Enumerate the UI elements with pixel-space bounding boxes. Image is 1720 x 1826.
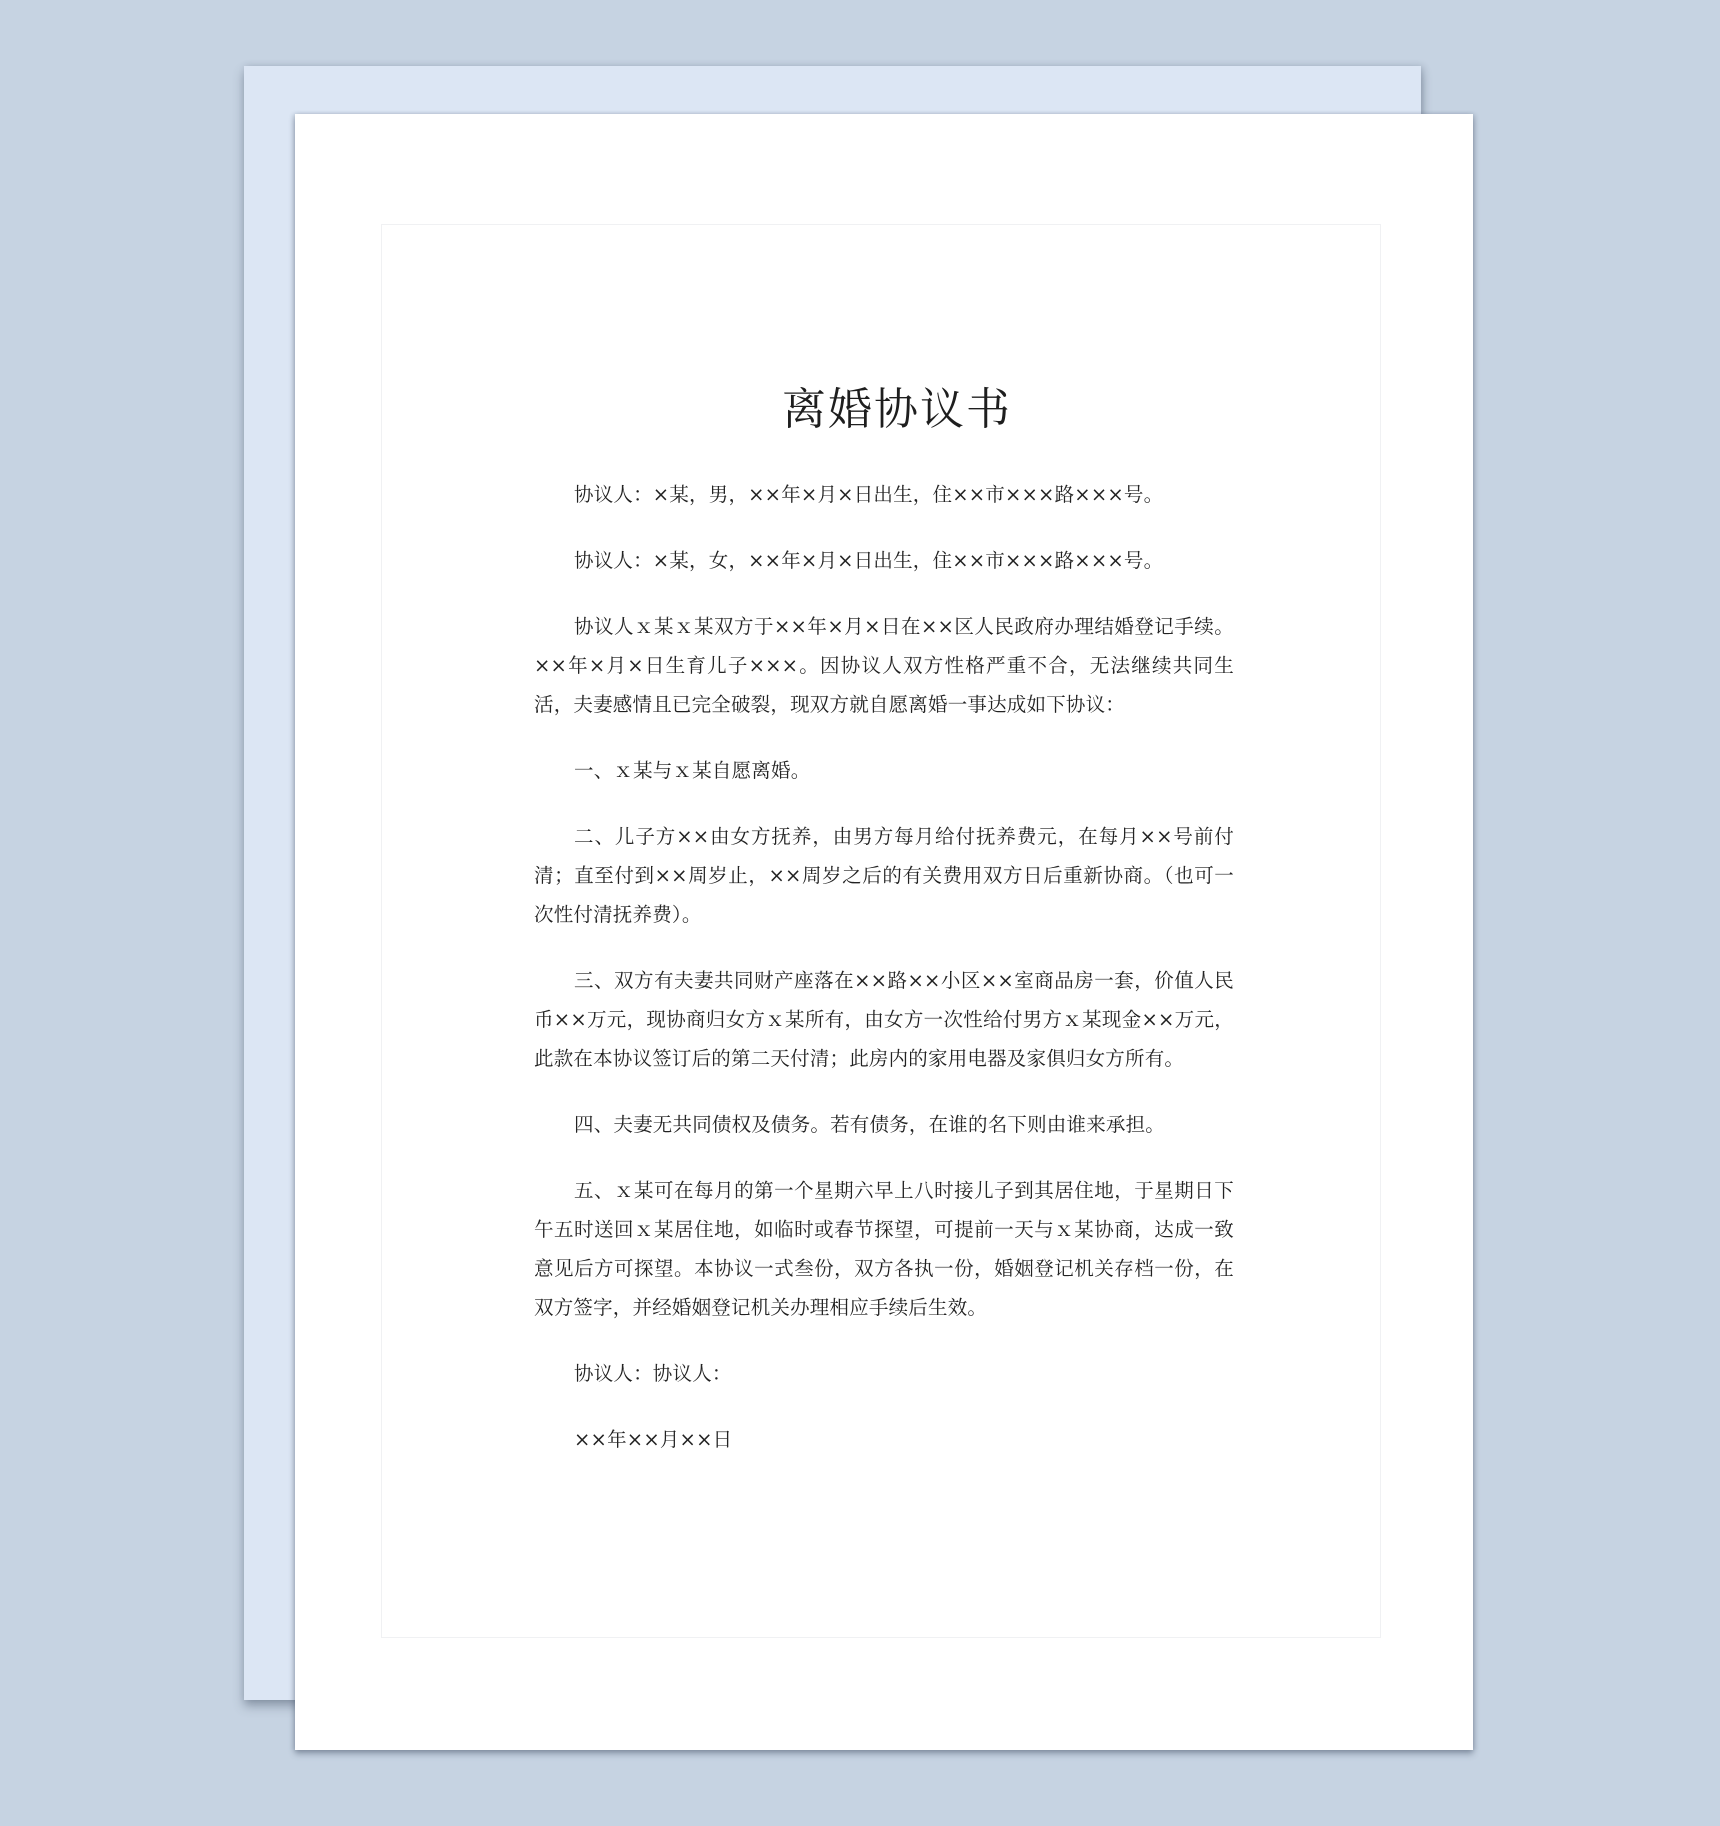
- party-male-paragraph: 协议人：×某，男，××年×月×日出生，住××市×××路×××号。: [574, 483, 1164, 506]
- clause-5: 五、ｘ某可在每月的第一个星期六早上八时接儿子到其居住地，于星期日下午五时送回ｘ某居住地，如临时或春节探望，可提前一天与ｘ某协商，达成一致意见后方可探望。本协议一式叁份，双方各执一份，婚姻登记机关存档一份，在双方签字，并经婚姻登记机关办理相应手续后生效。: [534, 1179, 1234, 1319]
- document-title: 离婚协议书: [782, 384, 1012, 435]
- clause-4: 四、夫妻无共同债权及债务。若有债务，在谁的名下则由谁来承担。: [574, 1113, 1166, 1136]
- preamble-paragraph: 协议人ｘ某ｘ某双方于××年×月×日在××区人民政府办理结婚登记手续。××年×月×日生育儿子×××。因协议人双方性格严重不合，无法继续共同生活，夫妻感情且已完全破裂，现双方就自愿离婚一事达成如下协议：: [534, 615, 1234, 716]
- document-content: [534, 379, 1234, 1486]
- clause-1: 一、ｘ某与ｘ某自愿离婚。: [574, 759, 811, 782]
- signature-line: 协议人：协议人：: [574, 1362, 732, 1385]
- document-page: [295, 114, 1473, 1750]
- date-line: ××年××月××日: [574, 1428, 733, 1451]
- party-female-paragraph: 协议人：×某，女，××年×月×日出生，住××市×××路×××号。: [574, 549, 1164, 572]
- clause-3: 三、双方有夫妻共同财产座落在××路××小区××室商品房一套，价值人民币××万元，现协商归女方ｘ某所有，由女方一次性给付男方ｘ某现金××万元，此款在本协议签订后的第二天付清；此房内的家用电器及家俱归女方所有。: [534, 969, 1234, 1070]
- clause-2: 二、儿子方××由女方抚养，由男方每月给付抚养费元，在每月××号前付清；直至付到××周岁止，××周岁之后的有关费用双方日后重新协商。（也可一次性付清抚养费）。: [534, 825, 1234, 926]
